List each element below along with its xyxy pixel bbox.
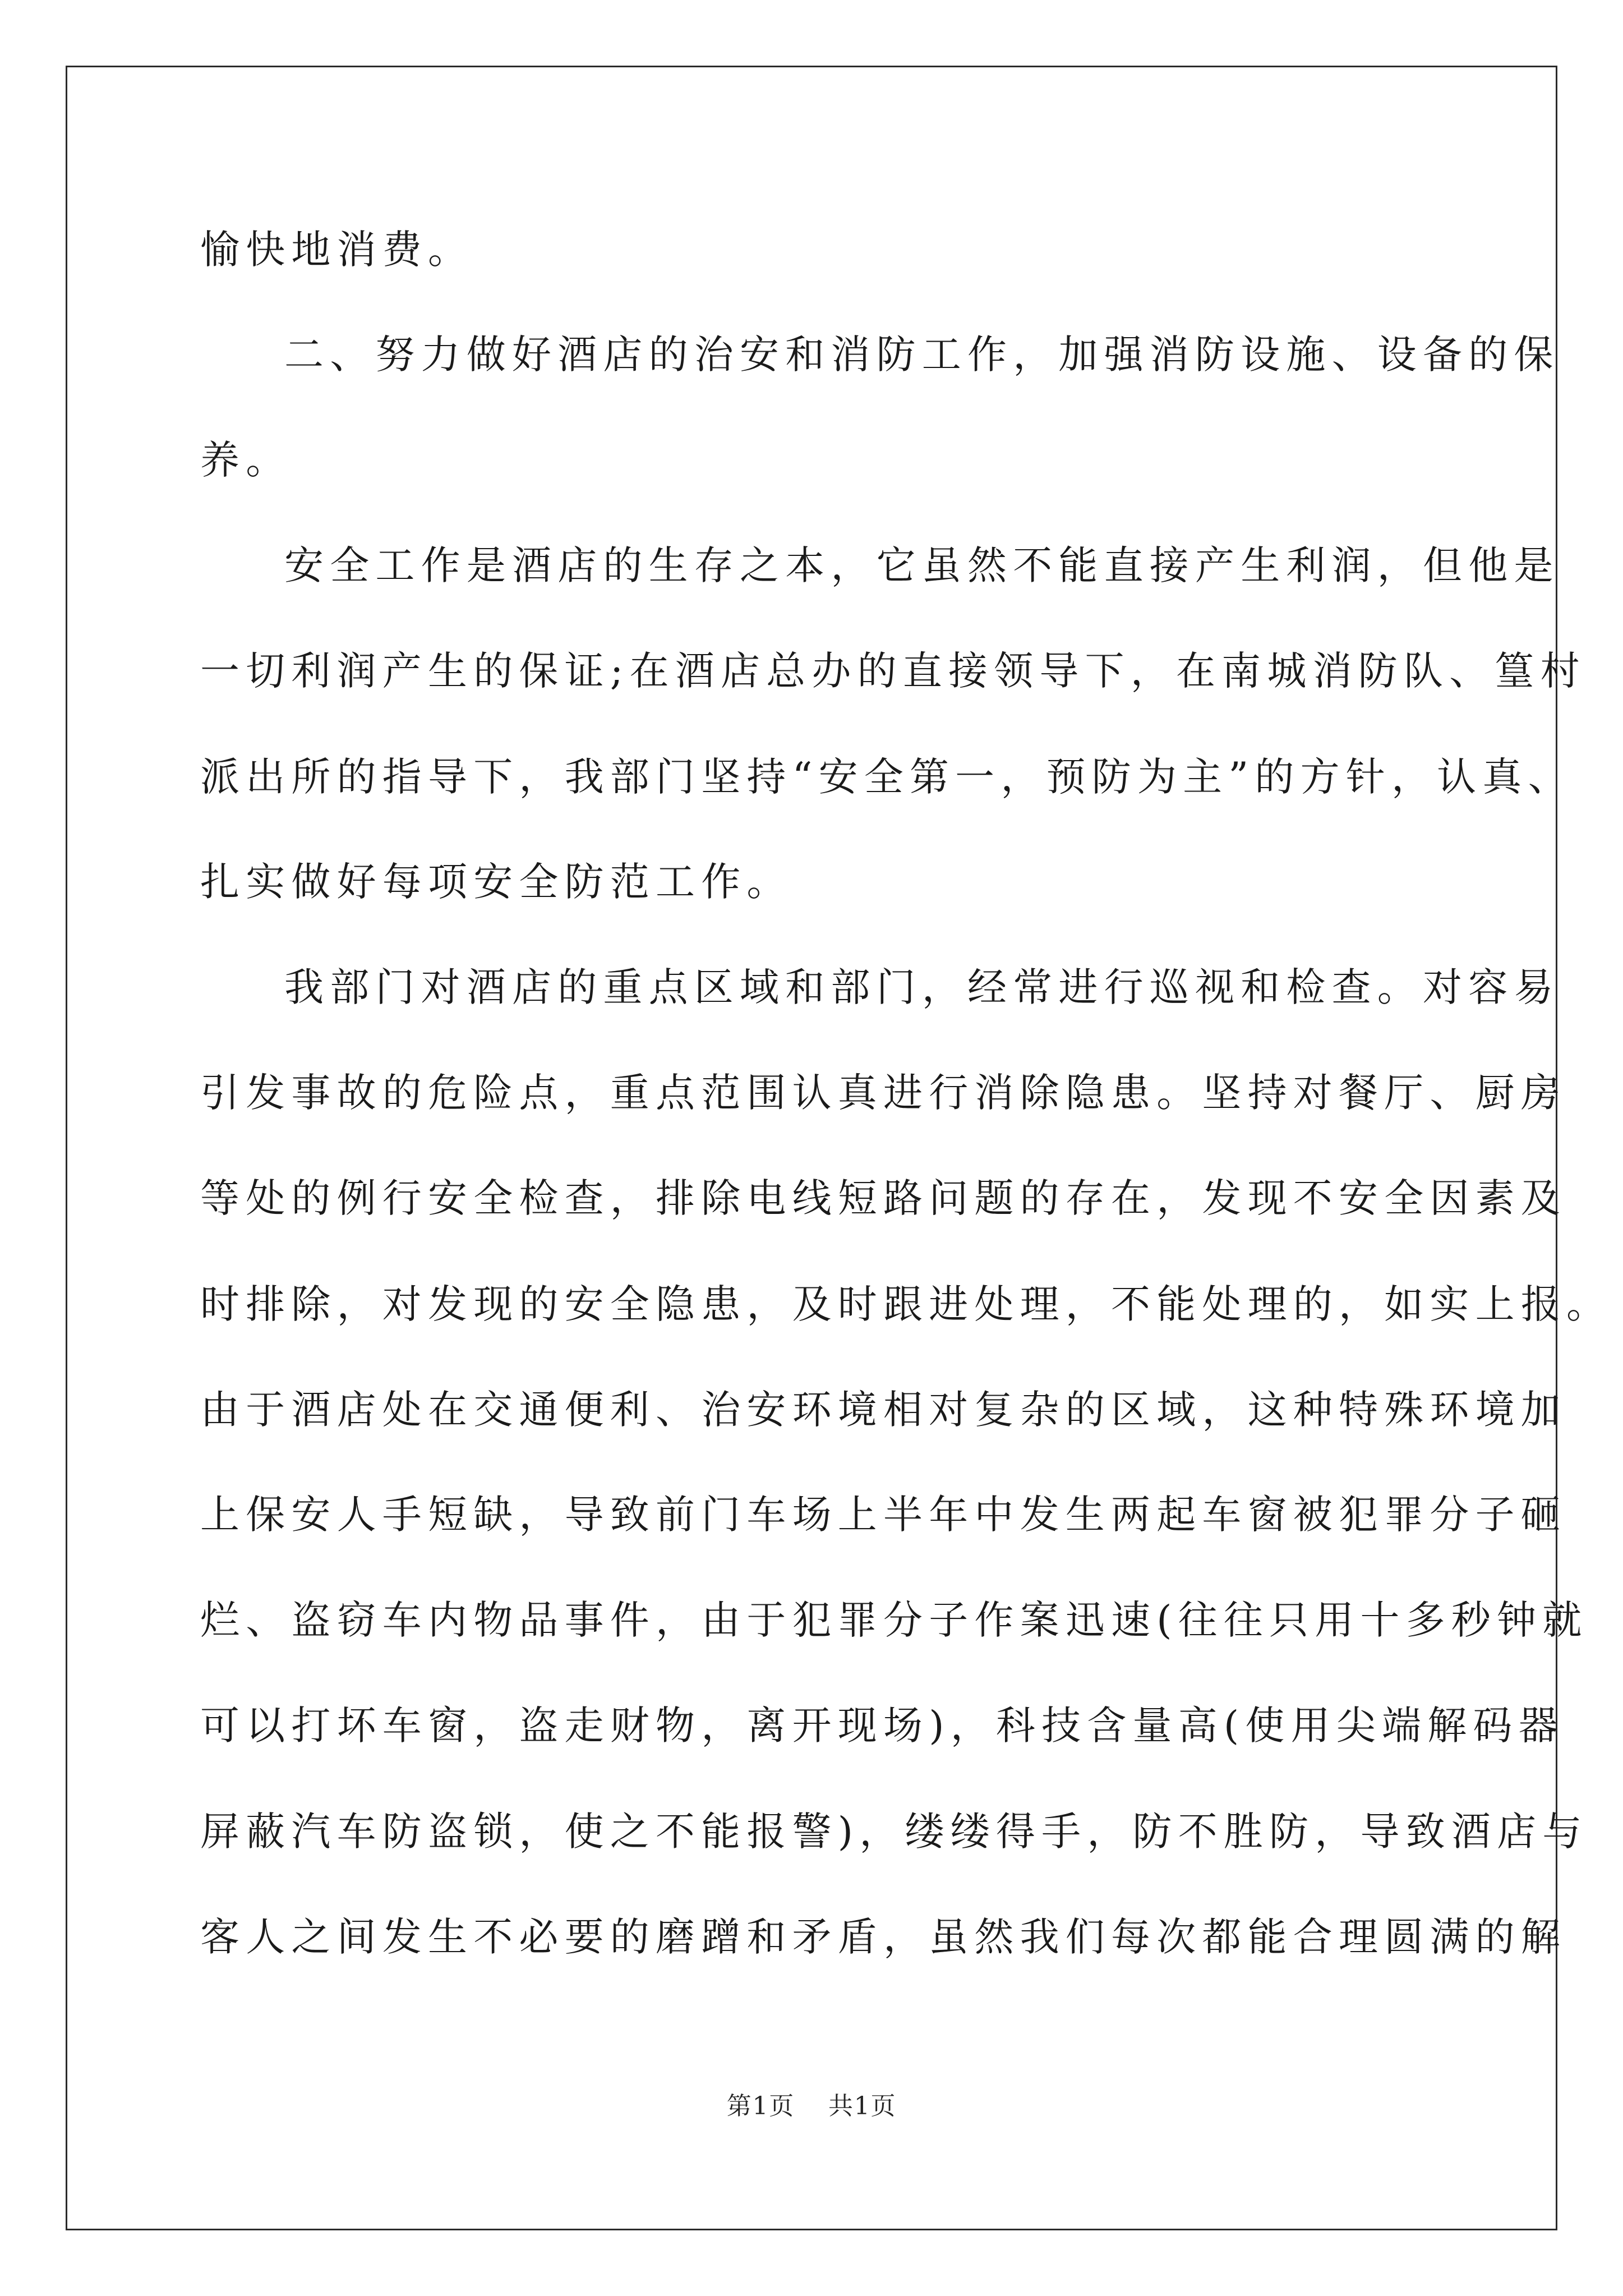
text-line: 屏蔽汽车防盗锁，使之不能报警)，缕缕得手，防不胜防，导致酒店与 [200,1809,1588,1855]
text-line: 时排除，对发现的安全隐患，及时跟进处理，不能处理的，如实上报。 [200,1281,1612,1327]
page-footer [0,2090,1623,2123]
text-line: 二、努力做好酒店的治安和消防工作，加强消防设施、设备的保 [284,332,1560,378]
text-line: 愉快地消费。 [200,227,474,273]
text-line: 养。 [200,437,292,483]
text-line: 引发事故的危险点，重点范围认真进行消除隐患。坚持对餐厅、厨房 [200,1070,1566,1116]
page-number: 第1页 [726,2092,795,2120]
text-line: 派出所的指导下，我部门坚持“安全第一，预防为主”的方针，认真、 [200,754,1574,800]
text-line: 我部门对酒店的重点区域和部门，经常进行巡视和检查。对容易 [284,964,1560,1010]
text-line: 可以打坏车窗，盗走财物，离开现场)，科技含量高(使用尖端解码器 [200,1703,1564,1749]
page-total: 共1页 [828,2092,897,2120]
text-line: 扎实做好每项安全防范工作。 [200,859,792,905]
text-line: 一切利润产生的保证;在酒店总办的直接领导下，在南城消防队、篁村 [200,648,1586,694]
text-line: 客人之间发生不必要的磨蹭和矛盾，虽然我们每次都能合理圆满的解 [200,1914,1566,1960]
text-line: 上保安人手短缺，导致前门车场上半年中发生两起车窗被犯罪分子砸 [200,1492,1566,1538]
page-border [66,66,1612,2230]
text-line: 由于酒店处在交通便利、治安环境相对复杂的区域，这种特殊环境加 [200,1387,1566,1433]
text-line: 等处的例行安全检查，排除电线短路问题的存在，发现不安全因素及 [200,1175,1566,1221]
text-line: 烂、盗窃车内物品事件，由于犯罪分子作案迅速(往往只用十多秒钟就 [200,1597,1588,1643]
text-line: 安全工作是酒店的生存之本，它虽然不能直接产生利润，但他是 [284,542,1560,588]
